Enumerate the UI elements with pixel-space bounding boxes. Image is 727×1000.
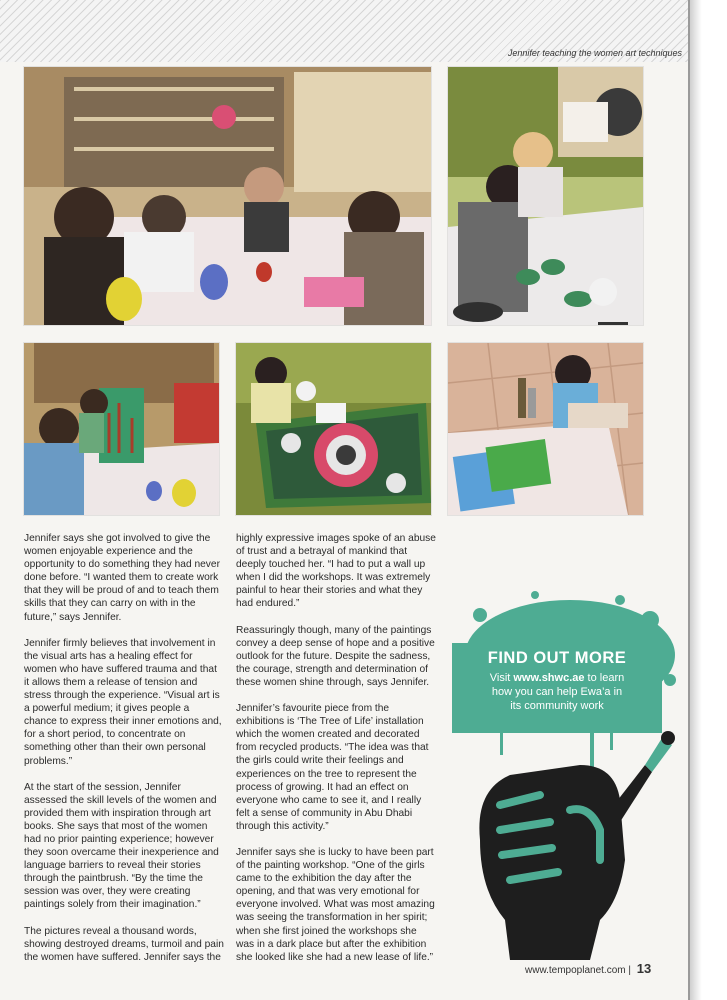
shwc-link[interactable]: www.shwc.ae [513,672,585,684]
middle-paragraph-4: Jennifer says she is lucky to have been part of the painting workshop. “One of the girls came to the exhibition the day after the opening, and that was very emotional for everyone involved. What was most amazing was seeing the transformation in her spirit; when she first joined the workshops she was in a dark place but after the exhibition she looked like she had a new lease of life.” [236,846,435,963]
find-out-more-title: FIND OUT MORE [487,649,627,667]
photo-canvas-on-grass [236,343,431,515]
photo-jennifer-craft-table [448,67,643,325]
page-number: 13 [636,961,652,976]
footer-website[interactable]: www.tempoplanet.com [525,965,626,976]
photo-women-painting-canvases [24,343,219,515]
middle-paragraph-2: Reassuringly though, many of the paintings convey a deep sense of hope and a positive outlook for the future. Despite the sadness, the courage, strength and determination of these women shine through, says Jennifer. [236,624,435,688]
find-out-more-line1-pre: Visit [489,672,514,684]
raised-fist-paintbrush-graphic [440,560,685,960]
photo-caption: Jennifer teaching the women art techniques [507,48,682,58]
left-text-column [24,532,224,977]
find-out-more-box [452,643,662,733]
find-out-more-line1-post: to learn [584,672,625,684]
page-edge [688,0,727,1000]
page-footer [525,961,651,976]
middle-paragraph-1: highly expressive images spoke of an abuse of trust and a betrayal of mankind that deeply touched her. “I had to put a wall up when I did the workshops. It was extremely painful to hear their stories and what they had endured.” [236,533,436,610]
middle-text-column [236,532,436,977]
find-out-more-line2: how you can help Ewa’a in [491,686,623,698]
footer-separator: | [628,965,631,976]
left-paragraph-1: Jennifer says she got involved to give the women enjoyable experience and the opportunity to do something they had never done before. “I wanted them to create work that they will be proud of and to teach them skills that they can carry on with in the future,” says Jennifer. [24,533,220,623]
middle-paragraph-3: Jennifer’s favourite piece from the exhibitions is ‘The Tree of Life’ installation which the women created and decorated from recycled products. “The idea was that the girls could write their feelings and experiences on the tree to represent the process of growing. It had an effect on everyone who came to see it, and I really felt a sense of community in Abu Dhabi through this activity.” [236,703,429,832]
left-paragraph-4: The pictures reveal a thousand words, showing destroyed dreams, turmoil and pain the women have suffered. Jennifer says the [24,925,224,963]
photo-women-painting-table [24,67,431,325]
find-out-more-line3: its community work [510,700,604,712]
raised-fist-icon [479,765,625,960]
left-paragraph-3: At the start of the session, Jennifer assessed the skill levels of the women and provided them with inspiration through art books. She says that most of the women had no prior painting experience; however they soon overcame their inexperience and language barriers to reveal their stories through the paintbrush. “By the time the session was over, they were creating paintings solely from their imagination.” [24,781,219,911]
left-paragraph-2: Jennifer firmly believes that involvement in the visual arts has a healing effect for women who have suffered trauma and that it allows them a release of tension and stress through the experience. “Visual art is a powerful medium; it gives people a chance to express their inner emotions and, for a short period, to concentrate on something other than their own personal problems.” [24,637,222,767]
photo-girl-painting-floor [448,343,643,515]
